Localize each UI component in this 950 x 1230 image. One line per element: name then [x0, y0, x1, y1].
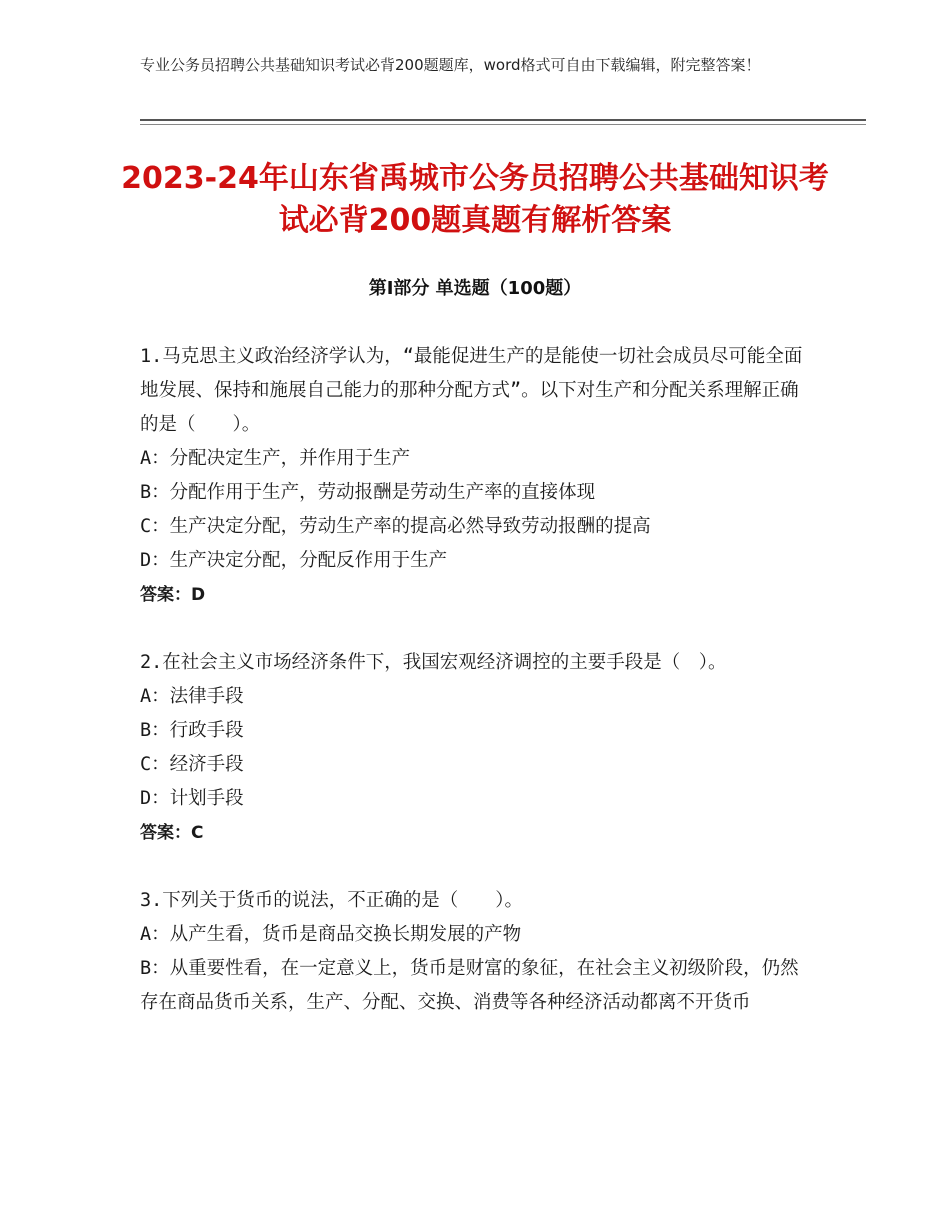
- document-title: 2023-24年山东省禹城市公务员招聘公共基础知识考试必背200题真题有解析答案: [121, 161, 829, 238]
- question-2: [140, 646, 810, 850]
- question-stem: 3.下列关于货币的说法，不正确的是（ ）。: [140, 890, 524, 911]
- header-rule-thin: [140, 124, 866, 125]
- header-note: 专业公务员招聘公共基础知识考试必背200题题库，word格式可自由下载编辑，附完整答案！: [140, 56, 761, 74]
- option-c: C：生产决定分配，劳动生产率的提高必然导致劳动报酬的提高: [140, 516, 651, 537]
- option-a: A：法律手段: [140, 686, 244, 707]
- option-b: B：从重要性看，在一定意义上，货币是财富的象征，在社会主义初级阶段，仍然存在商品货币关系，生产、分配、交换、消费等各种经济活动都离不开货币: [140, 958, 799, 1013]
- option-b: B：行政手段: [140, 720, 244, 741]
- answer: 答案：C: [140, 823, 204, 843]
- option-a: A：分配决定生产，并作用于生产: [140, 448, 411, 469]
- question-list: [140, 340, 810, 1054]
- option-d: D：生产决定分配，分配反作用于生产: [140, 550, 448, 571]
- header-rule-thick: [140, 119, 866, 121]
- answer: 答案：D: [140, 585, 206, 605]
- option-c: C：经济手段: [140, 754, 244, 775]
- option-d: D：计划手段: [140, 788, 244, 809]
- option-b: B：分配作用于生产，劳动报酬是劳动生产率的直接体现: [140, 482, 596, 503]
- question-stem: 2.在社会主义市场经济条件下，我国宏观经济调控的主要手段是（ ）。: [140, 652, 727, 673]
- question-1: [140, 340, 810, 612]
- section-title: 第Ⅰ部分 单选题（100题）: [368, 278, 582, 299]
- question-3: [140, 884, 810, 1020]
- question-stem: 1.马克思主义政治经济学认为，“最能促进生产的是能使一切社会成员尽可能全面地发展、保持和施展自己能力的那种分配方式”。以下对生产和分配关系理解正确的是（ ）。: [140, 346, 803, 435]
- option-a: A：从产生看，货币是商品交换长期发展的产物: [140, 924, 522, 945]
